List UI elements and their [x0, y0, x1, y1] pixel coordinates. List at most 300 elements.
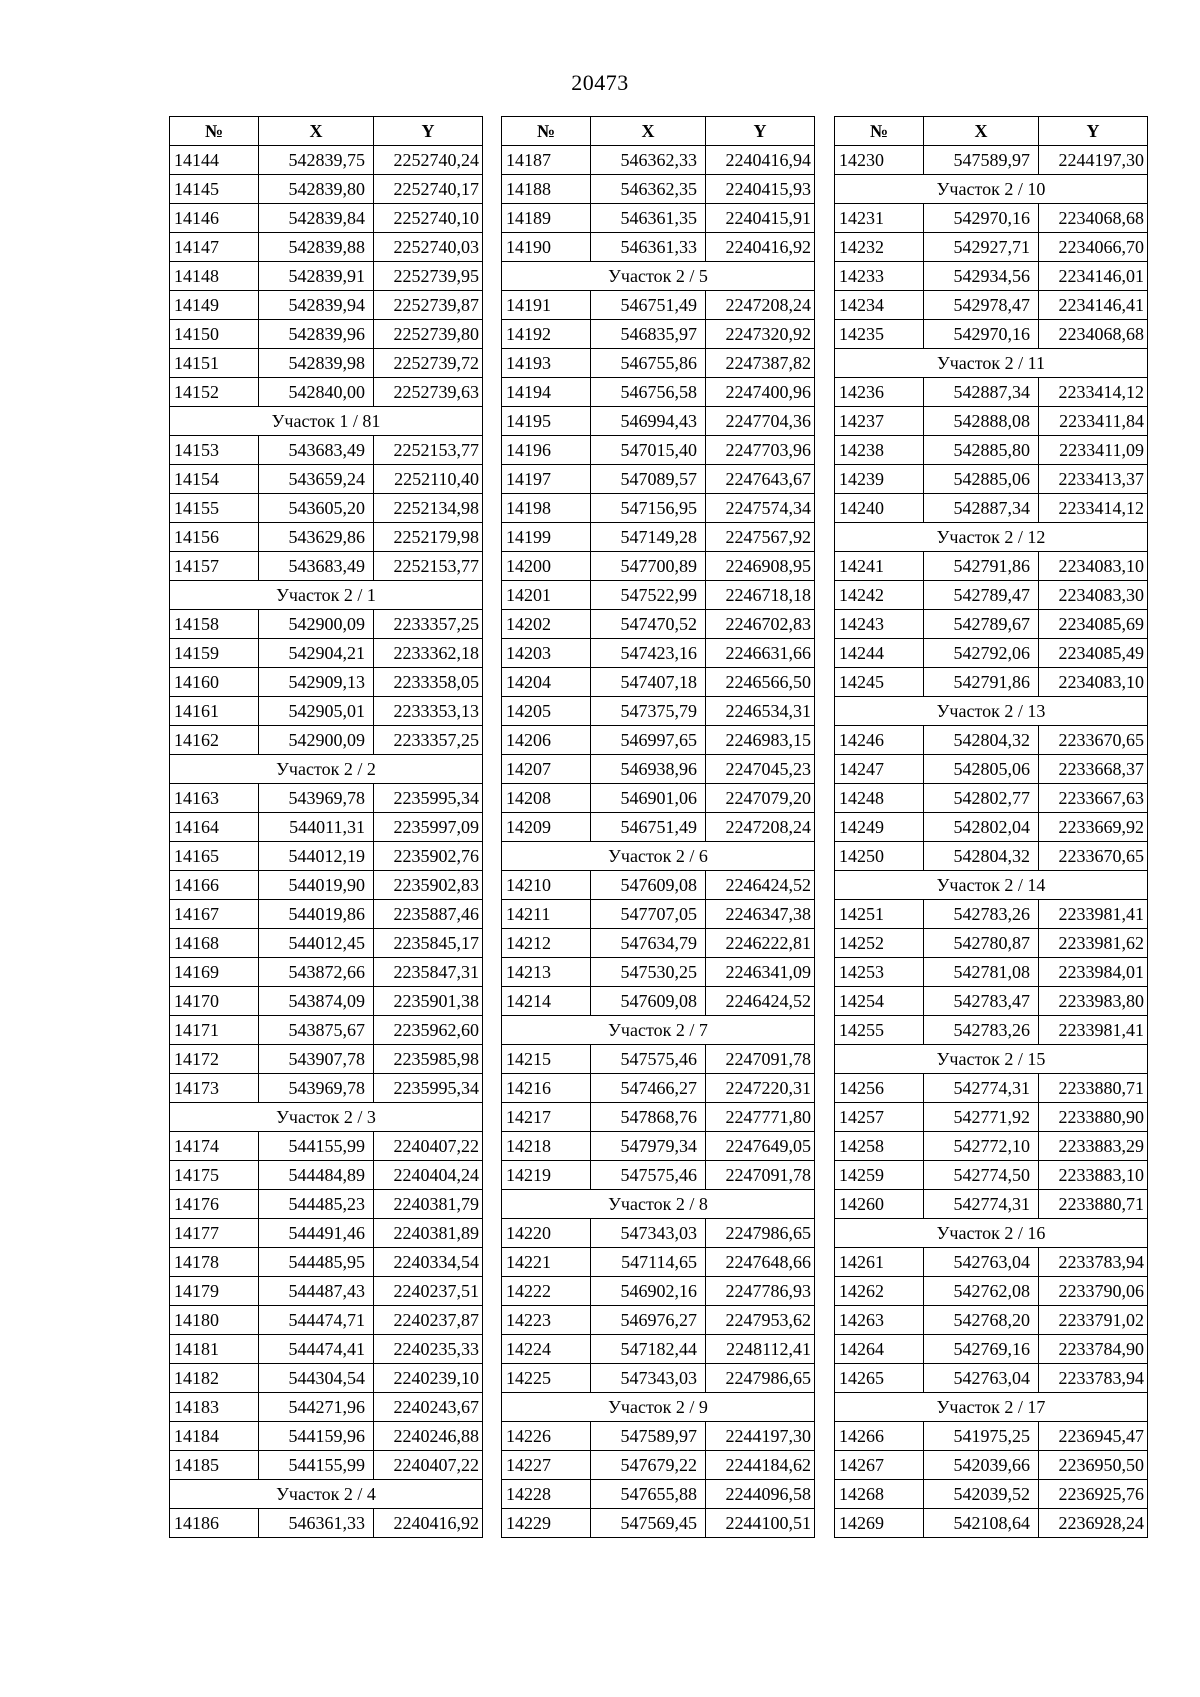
x-coordinate: 542789,67 [924, 610, 1039, 639]
y-coordinate: 2233784,90 [1039, 1335, 1148, 1364]
point-number: 14261 [835, 1248, 924, 1277]
table-row [835, 1277, 1148, 1306]
table-row [835, 465, 1148, 494]
x-coordinate: 547522,99 [591, 581, 706, 610]
y-coordinate: 2235962,60 [374, 1016, 483, 1045]
table-row [170, 436, 483, 465]
x-coordinate: 547979,34 [591, 1132, 706, 1161]
y-coordinate: 2233668,37 [1039, 755, 1148, 784]
point-number: 14219 [502, 1161, 591, 1190]
table-row [170, 146, 483, 175]
table-row [170, 1132, 483, 1161]
section-title: Участок 2 / 14 [835, 871, 1148, 900]
y-coordinate: 2233413,37 [1039, 465, 1148, 494]
x-coordinate: 542802,77 [924, 784, 1039, 813]
table-row [170, 378, 483, 407]
point-number: 14152 [170, 378, 259, 407]
section-title: Участок 2 / 2 [170, 755, 483, 784]
y-coordinate: 2240416,92 [374, 1509, 483, 1538]
x-coordinate: 547089,57 [591, 465, 706, 494]
table-row [835, 958, 1148, 987]
x-coordinate: 547575,46 [591, 1045, 706, 1074]
y-coordinate: 2247091,78 [706, 1161, 815, 1190]
section-title: Участок 2 / 13 [835, 697, 1148, 726]
point-number: 14246 [835, 726, 924, 755]
table-row [502, 755, 815, 784]
y-coordinate: 2234146,41 [1039, 291, 1148, 320]
table-row [835, 1364, 1148, 1393]
y-coordinate: 2236945,47 [1039, 1422, 1148, 1451]
table-row [835, 842, 1148, 871]
table-row [170, 1451, 483, 1480]
y-coordinate: 2247400,96 [706, 378, 815, 407]
x-coordinate: 543969,78 [259, 784, 374, 813]
y-coordinate: 2240235,33 [374, 1335, 483, 1364]
point-number: 14151 [170, 349, 259, 378]
table-row [835, 204, 1148, 233]
x-coordinate: 546901,06 [591, 784, 706, 813]
table-row [170, 320, 483, 349]
y-coordinate: 2252740,24 [374, 146, 483, 175]
table-row [835, 233, 1148, 262]
y-coordinate: 2233880,71 [1039, 1074, 1148, 1103]
point-number: 14186 [170, 1509, 259, 1538]
y-coordinate: 2233357,25 [374, 610, 483, 639]
x-coordinate: 547609,08 [591, 987, 706, 1016]
x-coordinate: 544491,46 [259, 1219, 374, 1248]
point-number: 14200 [502, 552, 591, 581]
point-number: 14262 [835, 1277, 924, 1306]
point-number: 14198 [502, 494, 591, 523]
y-coordinate: 2240237,87 [374, 1306, 483, 1335]
header-number: № [502, 117, 591, 146]
point-number: 14245 [835, 668, 924, 697]
table-row [835, 552, 1148, 581]
point-number: 14228 [502, 1480, 591, 1509]
y-coordinate: 2233669,92 [1039, 813, 1148, 842]
point-number: 14217 [502, 1103, 591, 1132]
y-coordinate: 2247953,62 [706, 1306, 815, 1335]
point-number: 14211 [502, 900, 591, 929]
point-number: 14257 [835, 1103, 924, 1132]
point-number: 14247 [835, 755, 924, 784]
point-number: 14190 [502, 233, 591, 262]
x-coordinate: 547407,18 [591, 668, 706, 697]
table-row [170, 465, 483, 494]
point-number: 14162 [170, 726, 259, 755]
y-coordinate: 2233983,80 [1039, 987, 1148, 1016]
x-coordinate: 547700,89 [591, 552, 706, 581]
table-row [170, 842, 483, 871]
point-number: 14196 [502, 436, 591, 465]
section-row [170, 1480, 483, 1509]
y-coordinate: 2252739,87 [374, 291, 483, 320]
table-row [835, 436, 1148, 465]
x-coordinate: 542934,56 [924, 262, 1039, 291]
x-coordinate: 546751,49 [591, 813, 706, 842]
x-coordinate: 547679,22 [591, 1451, 706, 1480]
x-coordinate: 547343,03 [591, 1219, 706, 1248]
point-number: 14197 [502, 465, 591, 494]
point-number: 14266 [835, 1422, 924, 1451]
point-number: 14189 [502, 204, 591, 233]
section-title: Участок 2 / 8 [502, 1190, 815, 1219]
x-coordinate: 547182,44 [591, 1335, 706, 1364]
section-title: Участок 2 / 12 [835, 523, 1148, 552]
y-coordinate: 2246566,50 [706, 668, 815, 697]
table-row [502, 1248, 815, 1277]
x-coordinate: 542108,64 [924, 1509, 1039, 1538]
point-number: 14206 [502, 726, 591, 755]
header-x: X [591, 117, 706, 146]
point-number: 14192 [502, 320, 591, 349]
x-coordinate: 542780,87 [924, 929, 1039, 958]
y-coordinate: 2235995,34 [374, 784, 483, 813]
y-coordinate: 2233414,12 [1039, 378, 1148, 407]
y-coordinate: 2247703,96 [706, 436, 815, 465]
y-coordinate: 2233880,90 [1039, 1103, 1148, 1132]
point-number: 14199 [502, 523, 591, 552]
x-coordinate: 542783,47 [924, 987, 1039, 1016]
x-coordinate: 544474,71 [259, 1306, 374, 1335]
y-coordinate: 2246341,09 [706, 958, 815, 987]
section-row [835, 697, 1148, 726]
x-coordinate: 543872,66 [259, 958, 374, 987]
y-coordinate: 2233981,41 [1039, 1016, 1148, 1045]
y-coordinate: 2252179,98 [374, 523, 483, 552]
x-coordinate: 546751,49 [591, 291, 706, 320]
table-row [170, 204, 483, 233]
x-coordinate: 547589,97 [591, 1422, 706, 1451]
x-coordinate: 542772,10 [924, 1132, 1039, 1161]
y-coordinate: 2252739,72 [374, 349, 483, 378]
x-coordinate: 547015,40 [591, 436, 706, 465]
y-coordinate: 2240239,10 [374, 1364, 483, 1393]
header-y: Y [1039, 117, 1148, 146]
y-coordinate: 2235995,34 [374, 1074, 483, 1103]
y-coordinate: 2240407,22 [374, 1132, 483, 1161]
table-row [502, 900, 815, 929]
y-coordinate: 2233981,62 [1039, 929, 1148, 958]
table-row [502, 1045, 815, 1074]
y-coordinate: 2252739,63 [374, 378, 483, 407]
y-coordinate: 2246424,52 [706, 987, 815, 1016]
x-coordinate: 543874,09 [259, 987, 374, 1016]
section-row [835, 349, 1148, 378]
x-coordinate: 547575,46 [591, 1161, 706, 1190]
y-coordinate: 2247643,67 [706, 465, 815, 494]
table-row [170, 1422, 483, 1451]
point-number: 14268 [835, 1480, 924, 1509]
y-coordinate: 2235845,17 [374, 929, 483, 958]
table-row [502, 987, 815, 1016]
x-coordinate: 546938,96 [591, 755, 706, 784]
y-coordinate: 2246222,81 [706, 929, 815, 958]
point-number: 14267 [835, 1451, 924, 1480]
table-row [170, 871, 483, 900]
y-coordinate: 2240404,24 [374, 1161, 483, 1190]
point-number: 14191 [502, 291, 591, 320]
section-row [502, 1393, 815, 1422]
point-number: 14204 [502, 668, 591, 697]
point-number: 14153 [170, 436, 259, 465]
point-number: 14193 [502, 349, 591, 378]
point-number: 14173 [170, 1074, 259, 1103]
table-row [502, 1074, 815, 1103]
table-row [835, 1248, 1148, 1277]
y-coordinate: 2246702,83 [706, 610, 815, 639]
y-coordinate: 2233357,25 [374, 726, 483, 755]
table-row [170, 1364, 483, 1393]
x-coordinate: 543629,86 [259, 523, 374, 552]
point-number: 14254 [835, 987, 924, 1016]
y-coordinate: 2240415,93 [706, 175, 815, 204]
table-row [502, 204, 815, 233]
x-coordinate: 542762,08 [924, 1277, 1039, 1306]
y-coordinate: 2240381,79 [374, 1190, 483, 1219]
point-number: 14149 [170, 291, 259, 320]
point-number: 14224 [502, 1335, 591, 1364]
point-number: 14225 [502, 1364, 591, 1393]
table-row [170, 1045, 483, 1074]
point-number: 14253 [835, 958, 924, 987]
table-row [835, 1132, 1148, 1161]
section-title: Участок 2 / 4 [170, 1480, 483, 1509]
y-coordinate: 2252153,77 [374, 552, 483, 581]
x-coordinate: 544484,89 [259, 1161, 374, 1190]
header-x: X [259, 117, 374, 146]
section-title: Участок 2 / 3 [170, 1103, 483, 1132]
table-row [502, 175, 815, 204]
x-coordinate: 544012,45 [259, 929, 374, 958]
point-number: 14259 [835, 1161, 924, 1190]
table-row [502, 1335, 815, 1364]
point-number: 14165 [170, 842, 259, 871]
point-number: 14147 [170, 233, 259, 262]
x-coordinate: 547156,95 [591, 494, 706, 523]
table-row [835, 1335, 1148, 1364]
x-coordinate: 542839,94 [259, 291, 374, 320]
point-number: 14243 [835, 610, 924, 639]
table-row [502, 233, 815, 262]
point-number: 14214 [502, 987, 591, 1016]
point-number: 14158 [170, 610, 259, 639]
point-number: 14215 [502, 1045, 591, 1074]
y-coordinate: 2240334,54 [374, 1248, 483, 1277]
y-coordinate: 2233670,65 [1039, 842, 1148, 871]
section-row [502, 842, 815, 871]
table-row [170, 639, 483, 668]
table-row [170, 726, 483, 755]
section-title: Участок 2 / 1 [170, 581, 483, 610]
table-row [502, 1306, 815, 1335]
point-number: 14180 [170, 1306, 259, 1335]
y-coordinate: 2252134,98 [374, 494, 483, 523]
y-coordinate: 2247648,66 [706, 1248, 815, 1277]
x-coordinate: 542039,52 [924, 1480, 1039, 1509]
y-coordinate: 2247567,92 [706, 523, 815, 552]
x-coordinate: 544019,86 [259, 900, 374, 929]
table-row [502, 407, 815, 436]
y-coordinate: 2235902,76 [374, 842, 483, 871]
x-coordinate: 542900,09 [259, 610, 374, 639]
y-coordinate: 2233783,94 [1039, 1248, 1148, 1277]
y-coordinate: 2233883,10 [1039, 1161, 1148, 1190]
x-coordinate: 546362,35 [591, 175, 706, 204]
y-coordinate: 2233783,94 [1039, 1364, 1148, 1393]
table-row [835, 581, 1148, 610]
table-row [835, 1451, 1148, 1480]
table-row [170, 523, 483, 552]
table-row [170, 349, 483, 378]
y-coordinate: 2236925,76 [1039, 1480, 1148, 1509]
point-number: 14238 [835, 436, 924, 465]
x-coordinate: 547655,88 [591, 1480, 706, 1509]
section-title: Участок 2 / 7 [502, 1016, 815, 1045]
section-title: Участок 2 / 11 [835, 349, 1148, 378]
section-row [835, 175, 1148, 204]
table-row [502, 349, 815, 378]
point-number: 14144 [170, 146, 259, 175]
table-row [835, 755, 1148, 784]
section-row [170, 407, 483, 436]
table-row [835, 262, 1148, 291]
table-row [170, 291, 483, 320]
section-row [835, 1393, 1148, 1422]
table-row [835, 407, 1148, 436]
point-number: 14202 [502, 610, 591, 639]
point-number: 14164 [170, 813, 259, 842]
point-number: 14168 [170, 929, 259, 958]
x-coordinate: 547569,45 [591, 1509, 706, 1538]
table-row [835, 378, 1148, 407]
y-coordinate: 2247771,80 [706, 1103, 815, 1132]
y-coordinate: 2233883,29 [1039, 1132, 1148, 1161]
point-number: 14179 [170, 1277, 259, 1306]
coordinates-table-left [169, 116, 483, 1538]
point-number: 14171 [170, 1016, 259, 1045]
point-number: 14241 [835, 552, 924, 581]
table-row [502, 784, 815, 813]
x-coordinate: 542783,26 [924, 900, 1039, 929]
point-number: 14209 [502, 813, 591, 842]
table-row [835, 1074, 1148, 1103]
table-row [170, 1335, 483, 1364]
header-number: № [835, 117, 924, 146]
x-coordinate: 546997,65 [591, 726, 706, 755]
table-row [170, 552, 483, 581]
x-coordinate: 544485,95 [259, 1248, 374, 1277]
table-row [170, 175, 483, 204]
x-coordinate: 542789,47 [924, 581, 1039, 610]
x-coordinate: 546756,58 [591, 378, 706, 407]
y-coordinate: 2240381,89 [374, 1219, 483, 1248]
x-coordinate: 542769,16 [924, 1335, 1039, 1364]
x-coordinate: 544474,41 [259, 1335, 374, 1364]
header-number: № [170, 117, 259, 146]
x-coordinate: 547868,76 [591, 1103, 706, 1132]
x-coordinate: 542792,06 [924, 639, 1039, 668]
table-row [502, 581, 815, 610]
y-coordinate: 2233358,05 [374, 668, 483, 697]
table-header-row [502, 117, 815, 146]
table-row [502, 813, 815, 842]
section-title: Участок 2 / 16 [835, 1219, 1148, 1248]
point-number: 14188 [502, 175, 591, 204]
section-row [170, 755, 483, 784]
y-coordinate: 2233984,01 [1039, 958, 1148, 987]
section-row [502, 1016, 815, 1045]
table-row [502, 668, 815, 697]
table-row [835, 639, 1148, 668]
y-coordinate: 2252740,10 [374, 204, 483, 233]
y-coordinate: 2234085,49 [1039, 639, 1148, 668]
y-coordinate: 2233411,84 [1039, 407, 1148, 436]
x-coordinate: 542978,47 [924, 291, 1039, 320]
y-coordinate: 2244197,30 [1039, 146, 1148, 175]
x-coordinate: 542774,31 [924, 1190, 1039, 1219]
point-number: 14157 [170, 552, 259, 581]
point-number: 14201 [502, 581, 591, 610]
y-coordinate: 2240246,88 [374, 1422, 483, 1451]
point-number: 14252 [835, 929, 924, 958]
y-coordinate: 2247079,20 [706, 784, 815, 813]
x-coordinate: 542885,06 [924, 465, 1039, 494]
section-row [835, 871, 1148, 900]
point-number: 14178 [170, 1248, 259, 1277]
y-coordinate: 2247986,65 [706, 1364, 815, 1393]
x-coordinate: 546755,86 [591, 349, 706, 378]
y-coordinate: 2240416,94 [706, 146, 815, 175]
table-row [835, 1422, 1148, 1451]
x-coordinate: 543683,49 [259, 436, 374, 465]
y-coordinate: 2235847,31 [374, 958, 483, 987]
y-coordinate: 2233353,13 [374, 697, 483, 726]
y-coordinate: 2234083,10 [1039, 552, 1148, 581]
y-coordinate: 2247387,82 [706, 349, 815, 378]
table-row [170, 1509, 483, 1538]
y-coordinate: 2235997,09 [374, 813, 483, 842]
point-number: 14231 [835, 204, 924, 233]
table-row [502, 958, 815, 987]
section-row [170, 581, 483, 610]
y-coordinate: 2234066,70 [1039, 233, 1148, 262]
x-coordinate: 542909,13 [259, 668, 374, 697]
point-number: 14213 [502, 958, 591, 987]
point-number: 14230 [835, 146, 924, 175]
table-row [170, 929, 483, 958]
x-coordinate: 547707,05 [591, 900, 706, 929]
y-coordinate: 2233981,41 [1039, 900, 1148, 929]
x-coordinate: 543907,78 [259, 1045, 374, 1074]
point-number: 14183 [170, 1393, 259, 1422]
table-row [502, 1161, 815, 1190]
point-number: 14195 [502, 407, 591, 436]
table-row [170, 1393, 483, 1422]
point-number: 14226 [502, 1422, 591, 1451]
point-number: 14255 [835, 1016, 924, 1045]
x-coordinate: 543683,49 [259, 552, 374, 581]
x-coordinate: 542839,84 [259, 204, 374, 233]
y-coordinate: 2234146,01 [1039, 262, 1148, 291]
table-row [502, 929, 815, 958]
table-row [502, 1364, 815, 1393]
point-number: 14174 [170, 1132, 259, 1161]
section-title: Участок 2 / 9 [502, 1393, 815, 1422]
x-coordinate: 542927,71 [924, 233, 1039, 262]
x-coordinate: 547470,52 [591, 610, 706, 639]
y-coordinate: 2252740,03 [374, 233, 483, 262]
